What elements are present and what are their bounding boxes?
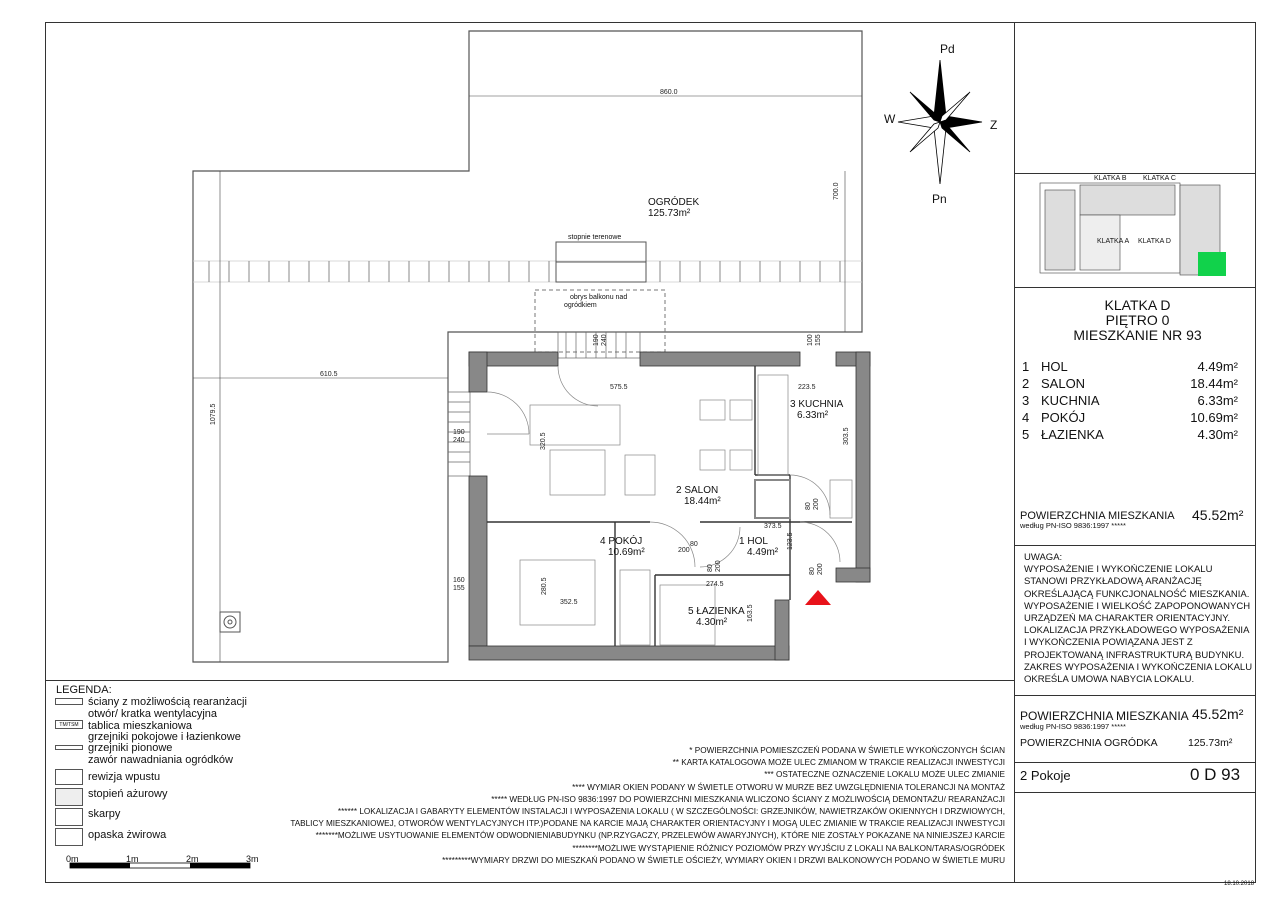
legend-item: skarpy [88, 808, 121, 820]
legend-item: tablica mieszkaniowa [88, 720, 192, 732]
dim-575: 575.5 [610, 384, 628, 391]
dim-352: 352.5 [560, 599, 578, 606]
room-number: 1 [1022, 359, 1030, 374]
uwaga-text: WYPOSAŻENIE I WYKOŃCZENIE LOKALU STANOWI PRZYKŁADOWĄ ARANŻACJĘ OKREŚLAJĄCĄ FUNKCJONALNOŚĆ MIESZKANIA. WYPOSAŻENIE I WIELKOŚĆ ZAPOPONOWANYCH URZĄDZEŃ MA CHARAKTER ORIENTACYJNY. LOKALIZACJA PRZYKŁADOWEGO WYPOSAŻENIA I WYKOŃCZENIA POWIĄZANA JEST Z PROJEKTOWANĄ INFRASTRUKTURĄ BUDYNKU. ZAKRES WYPOSAŻENIA I WYKOŃCZENIA LOKALU OKREŚLA UMOWA NABYCIA LOKALU. [1024, 564, 1253, 686]
compass-w: W [884, 112, 896, 126]
dim-240a: 240 [453, 437, 465, 444]
room-area: 4.30m² [1197, 427, 1238, 442]
legend-title: LEGENDA: [56, 684, 112, 696]
legend-item: grzejniki pionowe [88, 742, 173, 754]
legend-item: ściany z możliwością rearanżacji [88, 696, 247, 708]
room-area-salon: 18.44m² [684, 496, 721, 507]
room-area: 6.33m² [1197, 393, 1238, 408]
keyplan-klatka-c: KLATKA C [1143, 175, 1176, 182]
dim-80d: 80 [809, 567, 816, 575]
dim-155: 155 [453, 585, 465, 592]
date-label: 18.10.2018 [1224, 881, 1255, 887]
legend-radiator-symbol [55, 745, 83, 750]
room-number: 3 [1022, 393, 1030, 408]
dim-200a: 200 [678, 547, 690, 554]
footnote: ***** WEDŁUG PN-ISO 9836:1997 DO POWIERZCHNI MIESZKANIA WLICZONO ŚCIANY Z MOŻLIWOŚCIĄ DEMONTAŻU/ REARANŻACJI [491, 794, 1005, 804]
obrys-label-2: ogródkiem [564, 302, 597, 309]
scale-label: 0m [66, 854, 79, 864]
header-floor: PIĘTRO 0 [1105, 312, 1170, 328]
room-name: KUCHNIA [1041, 393, 1100, 408]
apartment-code: 0 D 93 [1190, 765, 1241, 784]
scale-bar [60, 855, 260, 870]
dim-163: 163.5 [747, 604, 754, 622]
scale-label: 1m [126, 854, 139, 864]
compass-e: Z [990, 118, 998, 132]
dim-80b: 80 [805, 502, 812, 510]
scale-label: 2m [186, 854, 199, 864]
dim-80c: 80 [707, 564, 714, 572]
room-number: 5 [1022, 427, 1030, 442]
dim-160: 160 [453, 577, 465, 584]
scale-label: 3m [246, 854, 259, 864]
legend-skarpy-symbol [55, 808, 83, 826]
footnote: **** WYMIAR OKIEN PODANY W ŚWIETLE OTWORU W MURZE BEZ UWZGLĘDNIENIA TOLERANCJI NA MONTAŻ [572, 782, 1005, 792]
legend-item: stopień ażurowy [88, 788, 168, 800]
dim-190b: 190 [593, 334, 600, 346]
garden-area-label: POWIERZCHNIA OGRÓDKA [1020, 737, 1158, 749]
legend-wall-symbol [55, 698, 83, 705]
room-label-salon: 2 SALON [676, 485, 719, 496]
legend-item: grzejniki pokojowe i łazienkowe [88, 731, 241, 743]
uwaga-note [1024, 552, 1254, 686]
stopnie-label: stopnie terenowe [568, 234, 622, 241]
room-label-hol: 1 HOL [739, 536, 768, 547]
dim-190a: 190 [453, 429, 465, 436]
area-sub: według PN-ISO 9836:1997 ***** [1020, 521, 1126, 530]
dim-860: 860.0 [660, 89, 678, 96]
entrance-marker [805, 590, 831, 605]
area-value: 45.52m² [1192, 507, 1244, 523]
obrys-label-1: obrys balkonu nad [570, 294, 628, 301]
keyplan-klatka-a: KLATKA A [1097, 238, 1130, 245]
room-number: 4 [1022, 410, 1030, 425]
footnote: *** OSTATECZNE OZNACZENIE LOKALU MOŻE ULEC ZMIANIE [764, 770, 1005, 780]
dim-700: 700.0 [833, 182, 840, 200]
room-area-kuchnia: 6.33m² [797, 410, 829, 421]
dim-200d: 200 [817, 563, 824, 575]
room-area-pokoj: 10.69m² [608, 547, 645, 558]
room-label-lazienka: 5 ŁAZIENKA [688, 606, 745, 617]
legend-item: opaska żwirowa [88, 829, 167, 841]
dim-303: 303.5 [843, 427, 850, 445]
dim-240b: 240 [601, 334, 608, 346]
keyplan-klatka-d: KLATKA D [1138, 238, 1171, 245]
garden-label: OGRÓDEK [648, 197, 700, 208]
dim-155b: 155 [815, 334, 822, 346]
apartment-header [1050, 298, 1225, 343]
dim-610: 610.5 [320, 371, 338, 378]
legend-tm-symbol: TM/TSM [55, 720, 83, 729]
garden-area-value: 125.73m² [1188, 737, 1233, 749]
dim-320: 320.5 [540, 432, 547, 450]
footnote: TABLICY MIESZKANIOWEJ, OTWORÓW WENTYLACYJNYCH ITP.)PODANE NA KARCIE MAJĄ CHARAKTER ORIENTACYJNY I MOGĄ ULEC ZMIANIE W TRAKCIE REALIZACJI INWESTYCJI [290, 819, 1005, 829]
footnote: ****** LOKALIZACJA I GABARYTY ELEMENTÓW INSTALACJI I WYPOSAŻENIA LOKALU ( W SZCZEGÓLNOŚCI: GRZEJNIKÓW, NAWIETRZAKÓW OKIENNYCH I DRZWIOWYCH, [337, 807, 1005, 816]
compass-n: Pd [940, 42, 955, 56]
summary-label: POWIERZCHNIA MIESZKANIA [1020, 709, 1189, 723]
room-area: 18.44m² [1190, 376, 1238, 391]
garden-area: 125.73m² [648, 208, 691, 219]
header-staircase: KLATKA D [1104, 297, 1171, 313]
dim-280: 280.5 [541, 577, 548, 595]
room-name: HOL [1041, 359, 1068, 374]
summary-sub: według PN-ISO 9836:1997 ***** [1020, 722, 1126, 731]
legend-opaska-symbol [55, 828, 83, 846]
header-apartment: MIESZKANIE NR 93 [1073, 327, 1202, 343]
legend-item: zawór nawadniania ogródków [88, 754, 233, 766]
room-number: 2 [1022, 376, 1030, 391]
legend-rewizja-symbol [55, 769, 83, 785]
dim-123: 123.5 [787, 532, 794, 550]
room-name: SALON [1041, 376, 1086, 391]
room-label-kuchnia: 3 KUCHNIA [790, 399, 844, 410]
dim-200b: 200 [813, 498, 820, 510]
compass-s: Pn [932, 192, 947, 206]
dim-274: 274.5 [706, 581, 724, 588]
area-label: POWIERZCHNIA MIESZKANIA [1020, 510, 1175, 522]
footnote: *******MOŻLIWE USYTUOWANIE ELEMENTÓW ODWODNIENIABUDYNKU (NP.RZYGACZY, PRZELEWÓW AWARYJNYCH), KTÓRE NIE ZOSTAŁY POKAZANE NA NINIEJSZEJ KARCIE [315, 831, 1005, 841]
compass-rose [898, 60, 982, 184]
room-name: ŁAZIENKA [1041, 427, 1104, 442]
footnote: ********MOŻLIWE WYSTĄPIENIE RÓŻNICY POZIOMÓW PRZY WYJŚCIU Z LOKALI NA BALKON/TARAS/OGRÓDEK [572, 843, 1005, 853]
dim-80a: 80 [690, 541, 698, 548]
uwaga-title: UWAGA: [1024, 552, 1063, 563]
room-name: POKÓJ [1041, 410, 1086, 425]
rooms-count: 2 Pokoje [1020, 768, 1071, 783]
dim-223: 223.5 [798, 384, 816, 391]
dim-1079: 1079.5 [210, 403, 217, 425]
legend-item: otwór/ kratka wentylacyjna [88, 708, 217, 720]
footnote: *********WYMIARY DRZWI DO MIESZKAŃ PODANO W ŚWIETLE OŚCIEŻY, WYMIARY OKIEN I DRZWI BALKONOWYCH PODANO W ŚWIETLE MURU [442, 855, 1005, 865]
footnote: ** KARTA KATALOGOWA MOŻE ULEC ZMIANOM W TRAKCIE REALIZACJI INWESTYCJI [672, 758, 1005, 768]
summary-value: 45.52m² [1192, 706, 1244, 722]
room-area: 4.49m² [1197, 359, 1238, 374]
key-plan [1040, 183, 1226, 276]
keyplan-klatka-b: KLATKA B [1094, 175, 1127, 182]
room-label-pokoj: 4 POKÓJ [600, 536, 643, 547]
legend-stopien-symbol [55, 788, 83, 806]
dim-200c: 200 [715, 560, 722, 572]
legend-item: rewizja wpustu [88, 771, 161, 783]
dim-373: 373.5 [764, 523, 782, 530]
room-area-lazienka: 4.30m² [696, 617, 728, 628]
room-area-hol: 4.49m² [747, 547, 779, 558]
footnote: * POWIERZCHNIA POMIESZCZEŃ PODANA W ŚWIETLE WYKOŃCZONYCH ŚCIAN [689, 746, 1005, 755]
dim-100: 100 [807, 334, 814, 346]
room-area: 10.69m² [1190, 410, 1238, 425]
